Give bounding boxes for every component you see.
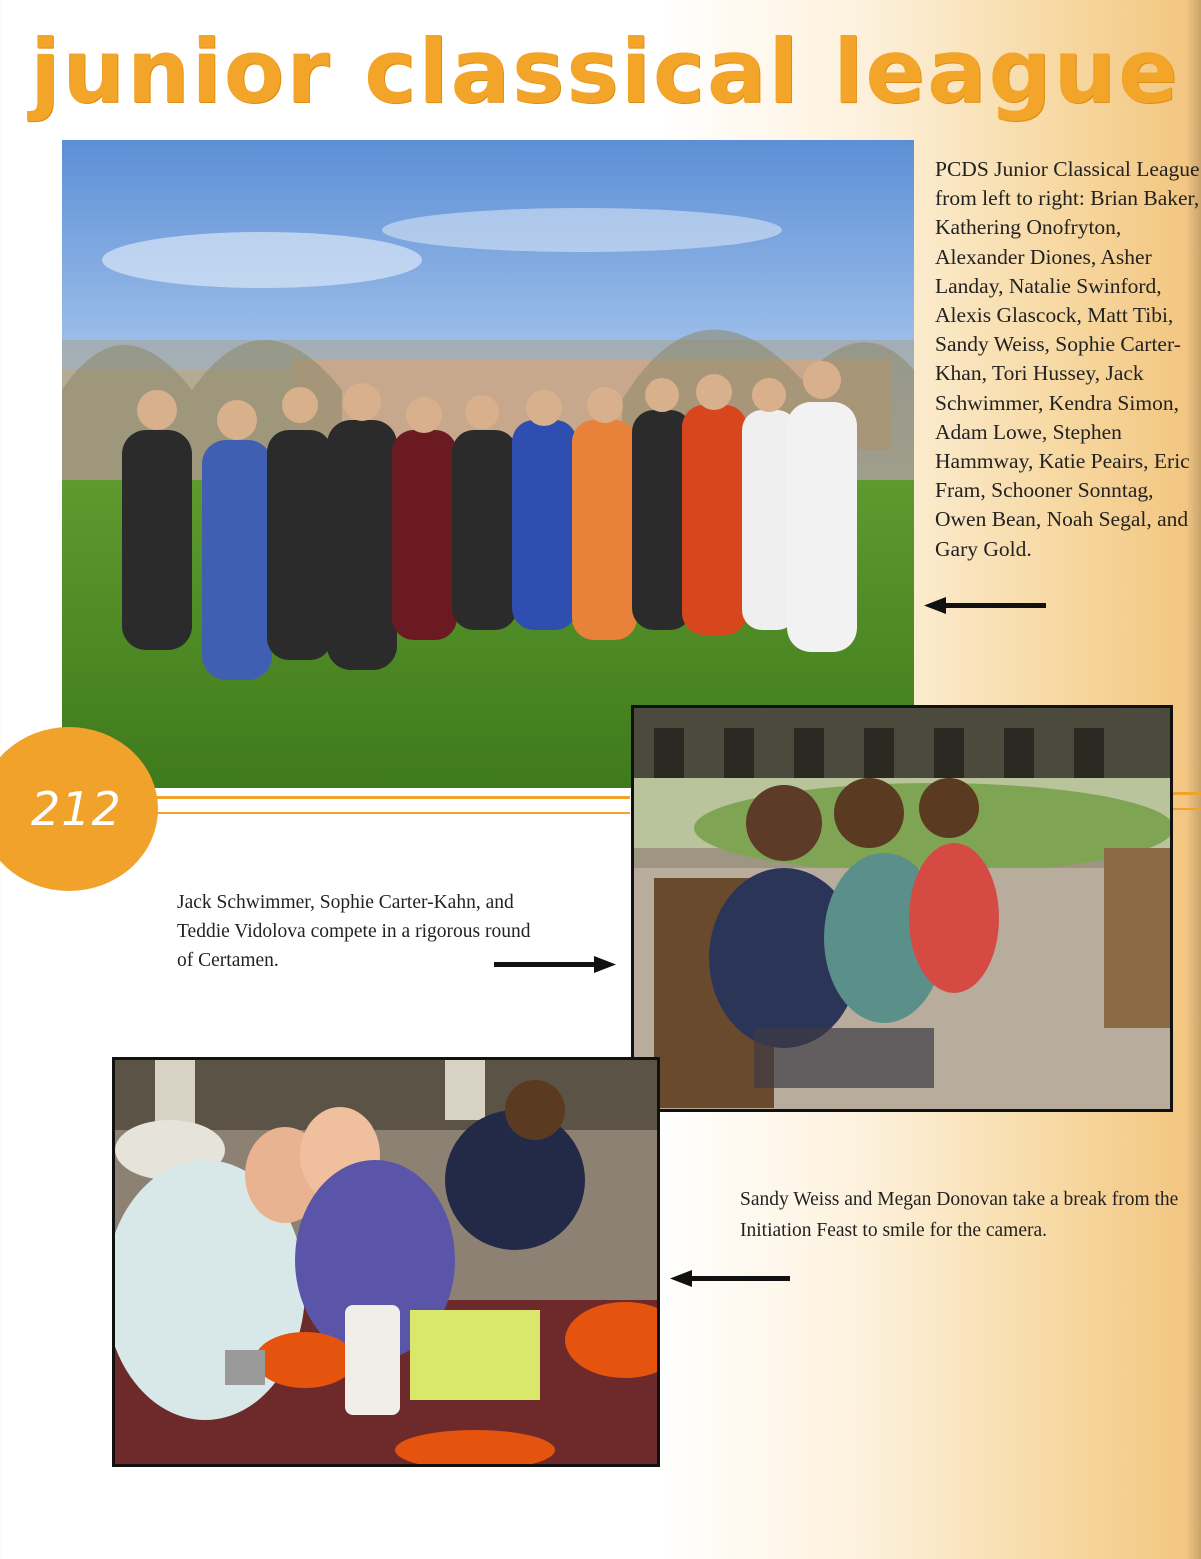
group-photo: [62, 140, 914, 788]
certamen-photo: [631, 705, 1173, 1112]
page-number: 212: [31, 782, 122, 836]
group-photo-image: [62, 140, 914, 788]
arrow-right-icon: [494, 955, 616, 975]
divider-rule: [1173, 808, 1201, 810]
certamen-photo-caption: Jack Schwimmer, Sophie Carter-Kahn, and Teddie Vidolova compete in a rigorous round of Certamen.: [177, 892, 531, 971]
arrow-left-icon: [924, 596, 1048, 616]
arrow-left-icon: [670, 1269, 792, 1289]
feast-photo-caption: Sandy Weiss and Megan Donovan take a break from the Initiation Feast to smile for the camera.: [740, 1189, 1179, 1241]
group-photo-caption: PCDS Junior Classical League from left to right: Brian Baker, Kathering Onofryton, Alexander Diones, Asher Landay, Natalie Swinford, Alexis Glascock, Matt Tibi, Sandy Weiss, Sophie Carter-Khan, Tori Hussey, Jack Schwimmer, Kendra Simon, Adam Lowe, Stephen Hammway, Katie Peairs, Eric Fram, Schooner Sonntag, Owen Bean, Noah Segal, and Gary Gold.: [935, 157, 1200, 561]
divider-rule: [150, 796, 630, 799]
feast-photo-image: [115, 1060, 657, 1464]
divider-rule: [1173, 792, 1201, 795]
divider-rule: [150, 812, 630, 814]
certamen-photo-image: [634, 708, 1170, 1109]
feast-photo: [112, 1057, 660, 1467]
page-title: junior classical league: [30, 20, 1180, 123]
